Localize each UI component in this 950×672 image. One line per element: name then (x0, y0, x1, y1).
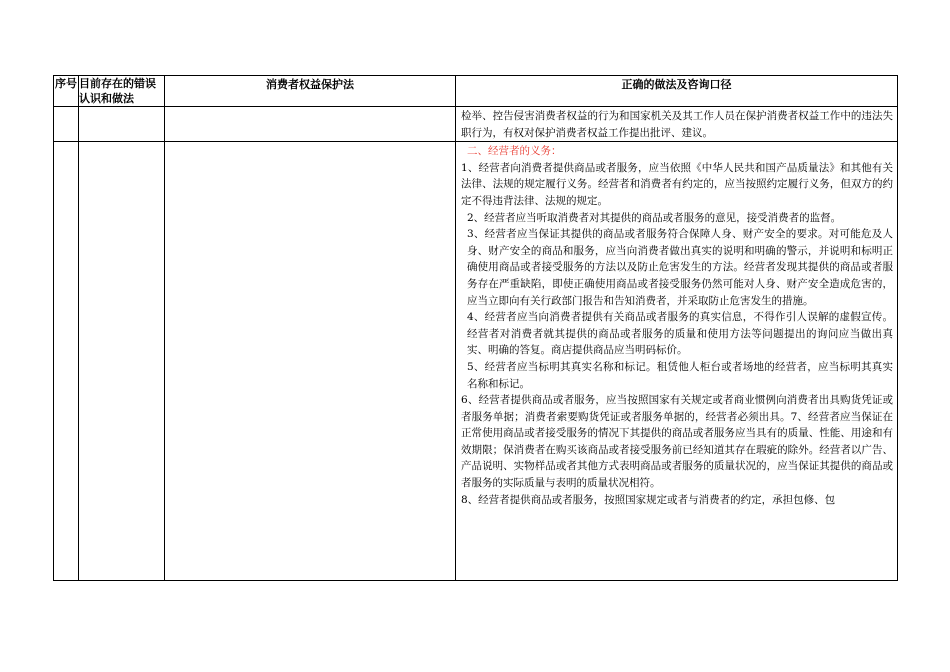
table-header-row (54, 76, 898, 107)
cell-law (165, 142, 456, 581)
correct-text-line: 检举、控告侵害消费者权益的行为和国家机关及其工作人员在保护消费者权益工作中的违法失职行为，有权对保护消费者权益工作提出批评、建议。 (461, 110, 893, 139)
header-wrong-practice-text: 目前存在的错误认识和做法 (79, 77, 156, 105)
cell-correct-practice (456, 142, 898, 581)
obligation-paragraph: 1、经营者向消费者提供商品或者服务，应当依照《中华人民共和国产品质量法》和其他有关法律、法规的规定履行义务。经营者和消费者有约定的，应当按照约定履行义务，但双方的约定不得违背法律、法规的规定。 (461, 161, 893, 207)
cell-correct-practice (456, 107, 898, 142)
header-correct-practice (456, 76, 898, 107)
table-row (54, 107, 898, 142)
cell-serial (54, 107, 79, 142)
obligation-paragraph: 4、经营者应当向消费者提供有关商品或者服务的真实信息，不得作引人误解的虚假宣传。经营者对消费者就其提供的商品或者服务的质量和使用方法等问题提出的询问应当做出真实、明确的答复。商店提供商品应当明码标价。 (467, 311, 893, 357)
header-serial (54, 76, 79, 107)
header-correct-practice-text: 正确的做法及咨询口径 (621, 78, 732, 91)
header-law (165, 76, 456, 107)
obligation-paragraph: 8、经营者提供商品或者服务，按照国家规定或者与消费者的约定，承担包修、包 (461, 493, 836, 506)
obligation-paragraph: 5、经营者应当标明其真实名称和标记。租赁他人柜台或者场地的经营者，应当标明其真实名称和标记。 (467, 360, 893, 390)
header-law-text: 消费者权益保护法 (266, 78, 354, 91)
cell-wrong-practice (79, 142, 165, 581)
header-wrong-practice (79, 76, 165, 107)
obligation-paragraph: 2、经营者应当听取消费者对其提供的商品或者服务的意见，接受消费者的监督。 (467, 211, 842, 224)
header-serial-text: 序号 (55, 77, 77, 90)
table-row (54, 142, 898, 581)
cell-wrong-practice (79, 107, 165, 142)
obligation-paragraph: 6、经营者提供商品或者服务，应当按照国家有关规定或者商业惯例向消费者出具购货凭证或者服务单据；消费者索要购货凭证或者服务单据的，经营者必须出具。7、经营者应当保证在正常使用商品或者接受服务的情况下其提供的商品或者服务应当具有的质量、性能、用途和有效期限；保消费者在购买该商品或者接受服务前已经知道其存在瑕疵的除外。经营者以广告、产品说明、实物样品或者其他方式表明商品或者服务的质量状况的，应当保证其提供的商品或者服务的实际质量与表明的质量状况相符。 (461, 394, 893, 490)
consumer-rights-table (53, 75, 898, 581)
obligation-paragraph: 3、经营者应当保证其提供的商品或者服务符合保障人身、财产安全的要求。对可能危及人身、财产安全的商品和服务，应当向消费者做出真实的说明和明确的警示，并说明和标明正确使用商品或者接受服务的方法以及防止危害发生的方法。经营者发现其提供的商品或者服务存在严重缺陷，即使正确使用商品或者接受服务仍然可能对人身、财产安全造成危害的，应当立即向有关行政部门报告和告知消费者，并采取防止危害发生的措施。 (467, 228, 893, 307)
section-heading: 二、经营者的义务： (467, 145, 562, 158)
cell-serial (54, 142, 79, 581)
cell-law (165, 107, 456, 142)
